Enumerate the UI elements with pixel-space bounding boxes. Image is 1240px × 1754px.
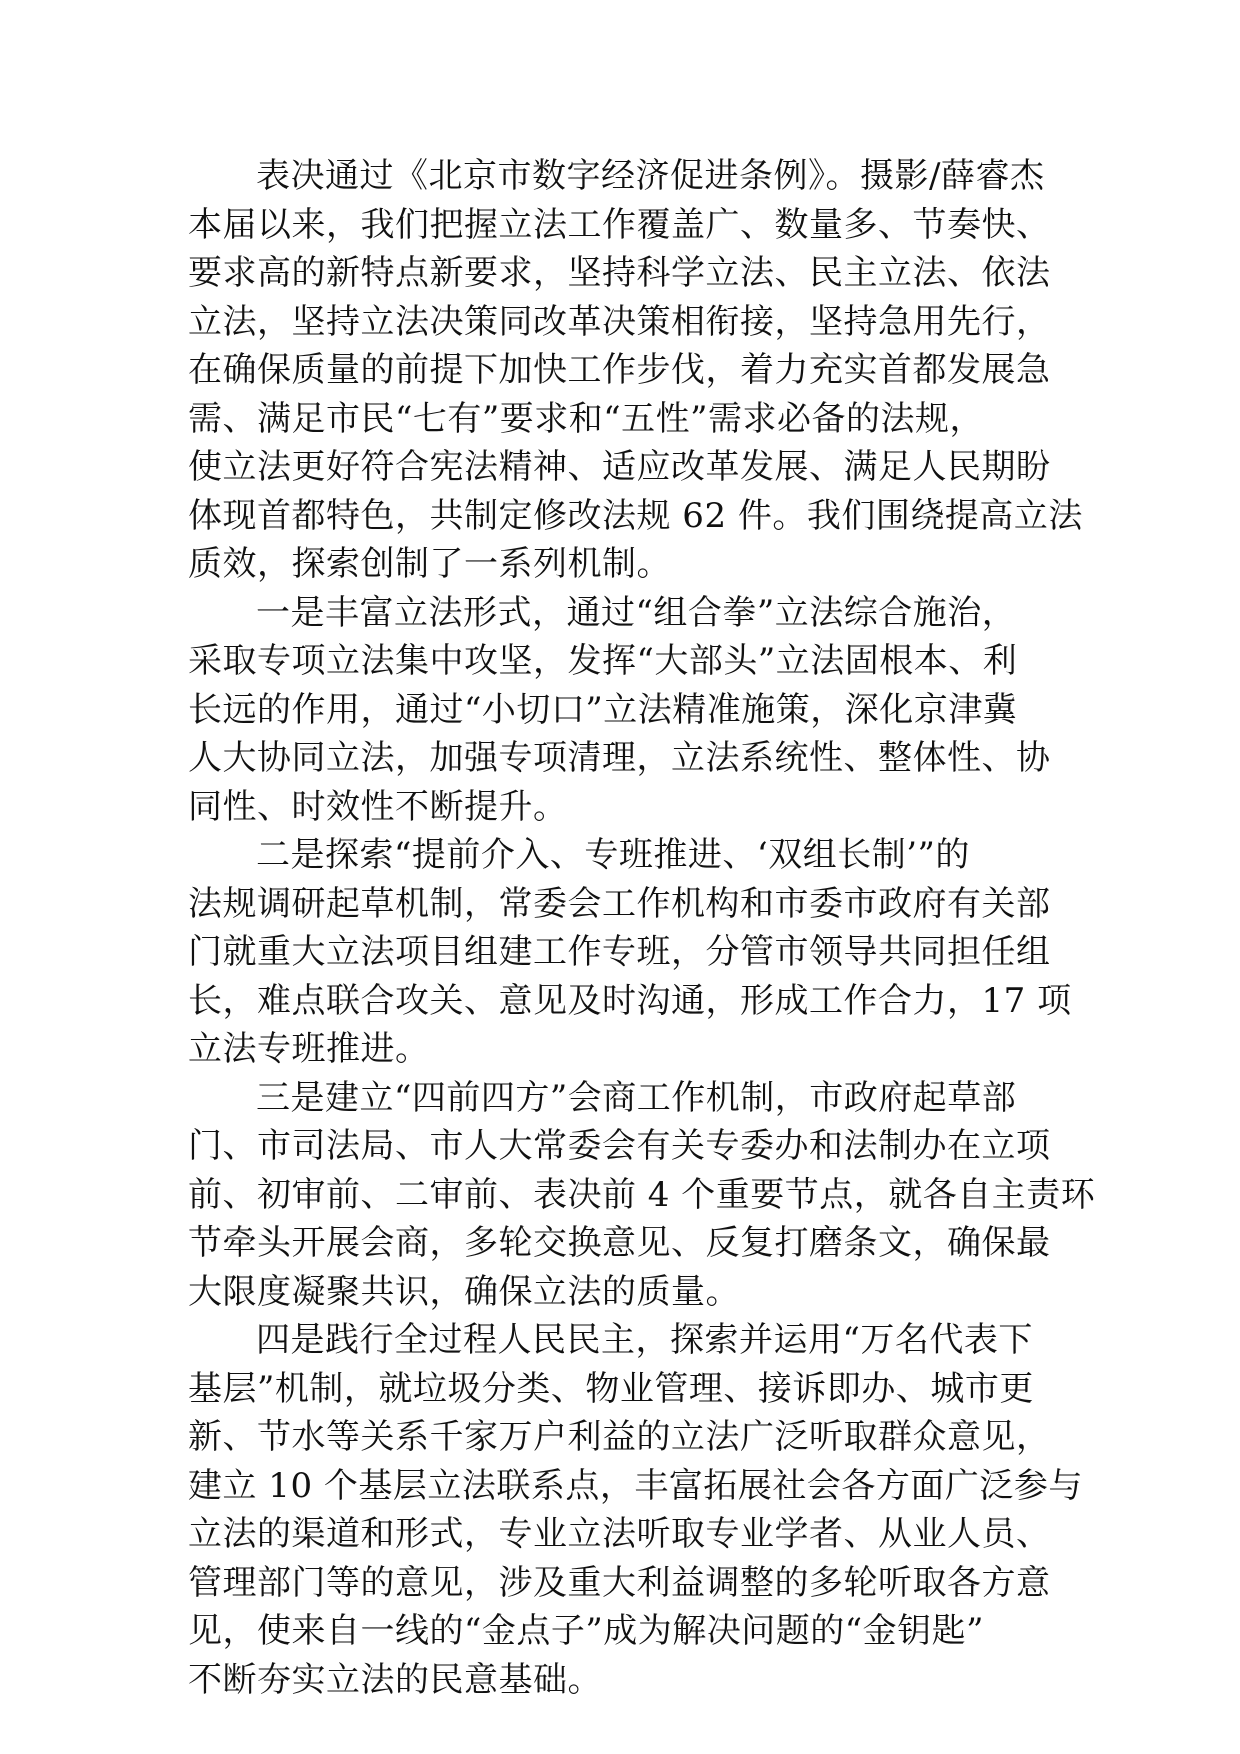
text-line: 立法，坚持立法决策同改革决策相衔接，坚持急用先行，: [188, 301, 1051, 342]
text-line: 人大协同立法，加强专项清理，立法系统性、整体性、协: [188, 738, 1051, 778]
point-one-paragraph: [188, 589, 1058, 832]
text-line: 门就重大立法项目组建工作专班，分管市领导共同担任组: [188, 932, 1051, 972]
caption-paragraph: [188, 152, 1058, 201]
text-line: 管理部门等的意见，涉及重大利益调整的多轮听取各方意: [188, 1562, 1051, 1603]
text-line: 要求高的新特点新要求，坚持科学立法、民主立法、依法: [188, 253, 1051, 293]
text-line: 需、满足市民“七有”要求和“五性”需求必备的法规，: [188, 398, 985, 439]
intro-paragraph: [188, 201, 1083, 589]
text-line: 基层”机制，就垃圾分类、物业管理、接诉即办、城市更: [188, 1368, 1034, 1409]
text-line: 同性、时效性不断提升。: [188, 786, 568, 827]
document-body: [188, 152, 1096, 1704]
text-line: 二是探索“提前介入、专班推进、‘双组长制’”的: [256, 835, 970, 875]
text-line: 体现首都特色，共制定修改法规 62 件。我们围绕提高立法: [188, 495, 1083, 536]
text-line: 节牵头开展会商，多轮交换意见、反复打磨条文，确保最: [188, 1223, 1051, 1263]
text-line: 四是践行全过程人民民主，探索并运用“万名代表下: [256, 1320, 1033, 1360]
text-line: 不断夯实立法的民意基础。: [188, 1659, 602, 1700]
text-line: 在确保质量的前提下加快工作步伐，着力充实首都发展急: [188, 350, 1051, 390]
text-line: 三是建立“四前四方”会商工作机制，市政府起草部: [256, 1077, 1017, 1118]
text-line: 一是丰富立法形式，通过“组合拳”立法综合施治，: [256, 592, 1017, 633]
text-line: 门、市司法局、市人大常委会有关专委办和法制办在立项: [188, 1126, 1051, 1166]
text-line: 新、节水等关系千家万户利益的立法广泛听取群众意见，: [188, 1417, 1051, 1457]
text-line: 大限度凝聚共识，确保立法的质量。: [188, 1271, 740, 1312]
text-line: 质效，探索创制了一系列机制。: [188, 544, 671, 584]
text-line: 立法专班推进。: [188, 1029, 430, 1069]
point-four-paragraph: [188, 1316, 1083, 1704]
text-line: 长，难点联合攻关、意见及时沟通，形成工作合力，17 项: [188, 980, 1072, 1021]
text-line: 长远的作用，通过“小切口”立法精准施策，深化京津冀: [188, 689, 1018, 730]
text-line: 前、初审前、二审前、表决前 4 个重要节点，就各自主责环: [188, 1174, 1096, 1215]
text-line: 采取专项立法集中攻坚，发挥“大部头”立法固根本、利: [188, 641, 1018, 681]
point-two-paragraph: [188, 831, 1072, 1074]
text-line: 见，使来自一线的“金点子”成为解决问题的“金钥匙”: [188, 1611, 985, 1651]
text-line: 法规调研起草机制，常委会工作机构和市委市政府有关部: [188, 883, 1051, 924]
text-line: 立法的渠道和形式，专业立法听取专业学者、从业人员、: [188, 1514, 1051, 1554]
text-line: 使立法更好符合宪法精神、适应改革发展、满足人民期盼: [188, 447, 1051, 487]
text-line: 表决通过《北京市数字经济促进条例》。摄影/薛睿杰: [256, 156, 1045, 196]
text-line: 建立 10 个基层立法联系点，丰富拓展社会各方面广泛参与: [188, 1465, 1083, 1506]
point-three-paragraph: [188, 1074, 1096, 1317]
text-line: 本届以来，我们把握立法工作覆盖广、数量多、节奏快、: [188, 204, 1051, 245]
